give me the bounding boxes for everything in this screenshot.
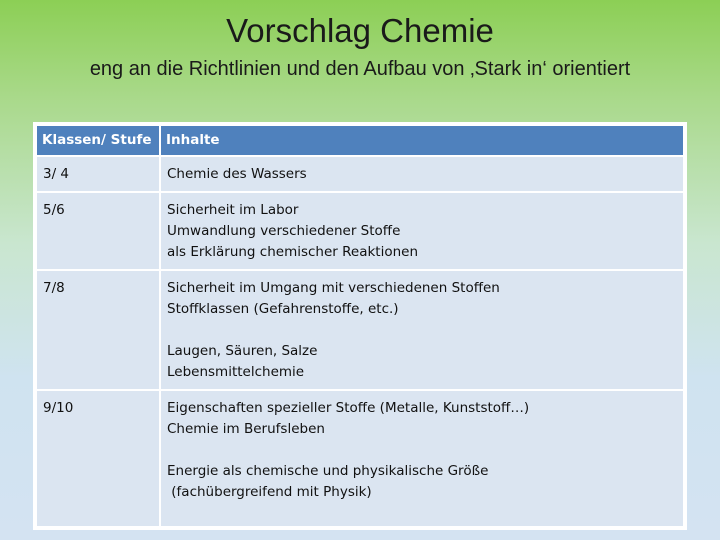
content-line: Stoffklassen (Gefahrenstoffe, etc.) [167,301,399,317]
stufe-cell: 3/ 4 [36,156,160,192]
paragraph-gap [167,440,677,461]
content-line: Eigenschaften spezieller Stoffe (Metalle, Kunststoff…) [167,400,530,416]
inhalte-cell [160,390,684,527]
content-line: (fachübergreifend mit Physik) [167,484,372,500]
stufe-cell: 7/8 [36,270,160,390]
inhalte-cell [160,270,684,390]
content-line: Sicherheit im Labor [167,202,299,218]
header-inhalte: Inhalte [160,125,684,156]
slide-title: Vorschlag Chemie [226,12,494,49]
stufe-cell: 5/6 [36,192,160,270]
content-line: Umwandlung verschiedener Stoffe [167,223,401,239]
table-row [36,192,684,270]
content-line: Chemie im Berufsleben [167,421,325,437]
slide-subtitle: eng an die Richtlinien und den Aufbau von ‚Stark in‘ orientiert [89,58,631,80]
content-line: als Erklärung chemischer Reaktionen [167,244,419,260]
content-line: Chemie des Wassers [167,166,307,182]
header-stufe: Klassen/ Stufe [36,125,160,156]
inhalte-cell [160,192,684,270]
content-line: Sicherheit im Umgang mit verschiedenen Stoffen [167,280,500,296]
curriculum-table [35,124,685,528]
content-line: Laugen, Säuren, Salze [167,343,318,359]
paragraph-gap [167,320,677,341]
table-row [36,390,684,527]
table-row [36,270,684,390]
table-row [36,156,684,192]
stufe-cell: 9/10 [36,390,160,527]
content-line: Lebensmittelchemie [167,364,305,380]
content-line: Energie als chemische und physikalische Größe [167,463,489,479]
table-header-row [36,125,684,156]
inhalte-cell [160,156,684,192]
